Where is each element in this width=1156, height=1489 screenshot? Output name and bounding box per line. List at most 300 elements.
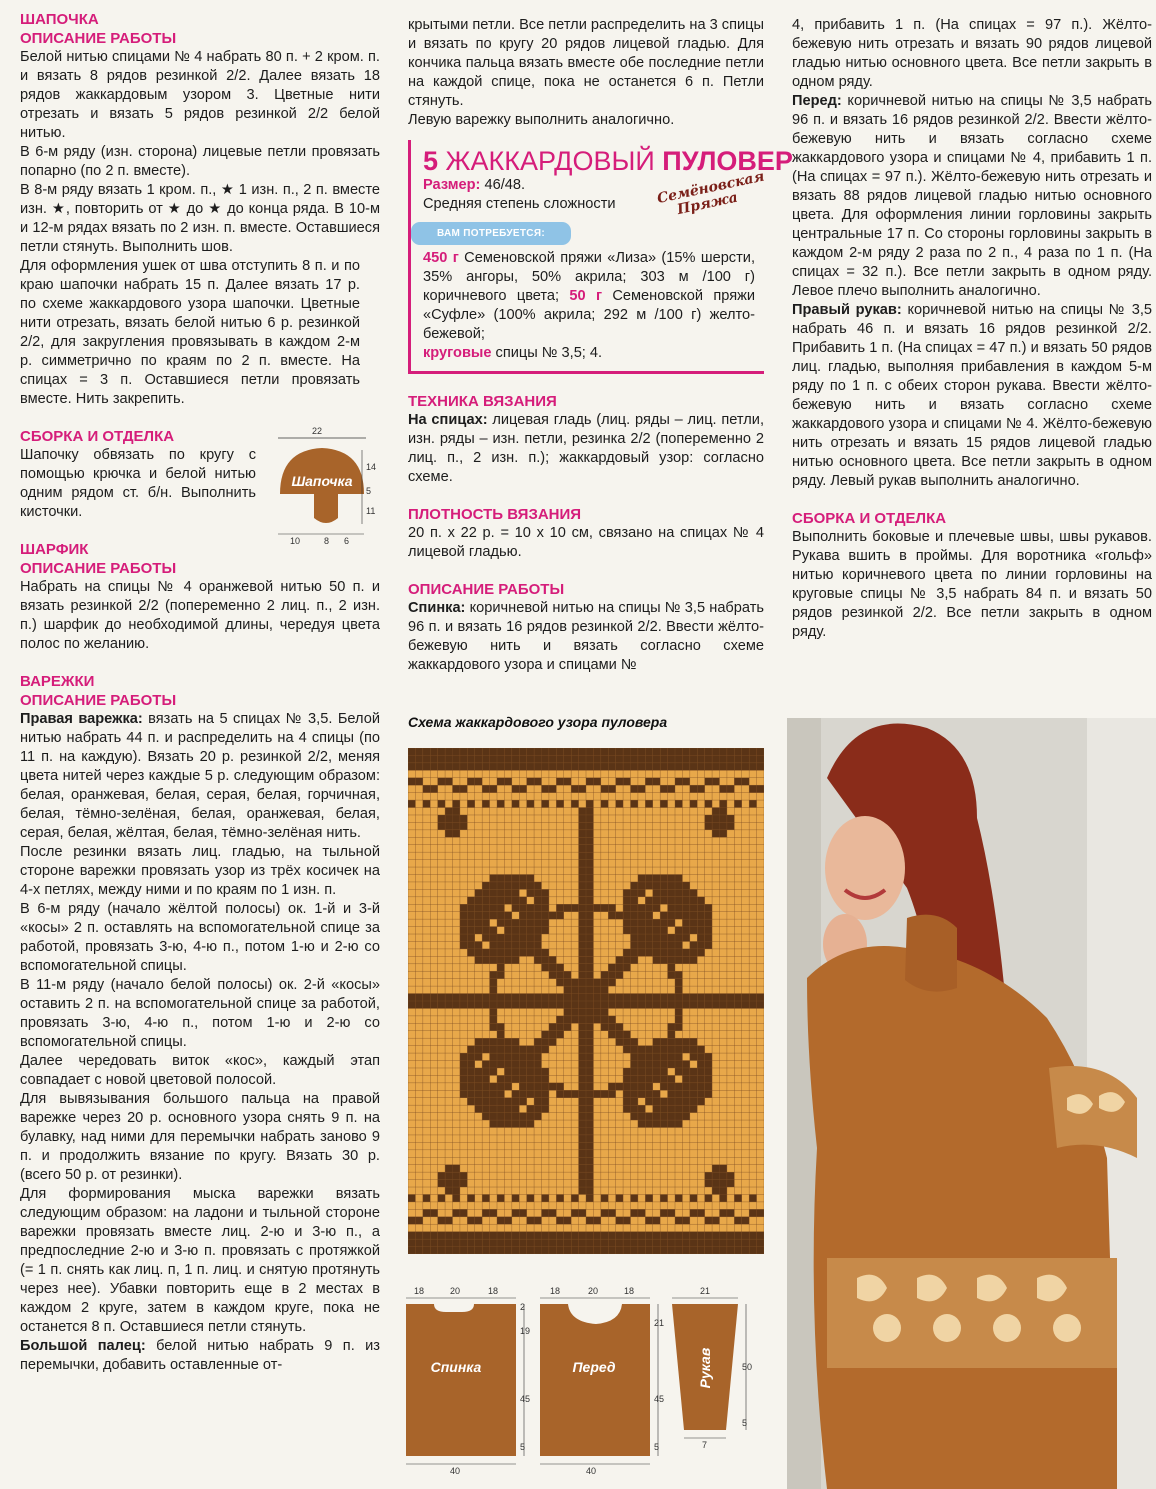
chart-stitch-dark [579,837,586,844]
hat-subtitle: ОПИСАНИЕ РАБОТЫ [20,30,177,47]
scarf-text: Набрать на спицы № 4 оранжевой нитью 50 п. и вязать резинкой 2/2 (попеременно 2 лиц. п., 2 изн. п.) шарфик до необходимой длины, чередуя цвета полос по желанию. [20,579,380,652]
chart-stitch-dark [668,994,675,1001]
chart-stitch-dark [527,1068,534,1075]
chart-stitch-dark [423,755,430,762]
chart-stitch-dark [660,1098,667,1105]
chart-stitch-dark [660,882,667,889]
chart-stitch-dark [512,882,519,889]
chart-stitch-dark [490,1090,497,1097]
chart-stitch-dark [423,1239,430,1246]
chart-stitch-dark [682,927,689,934]
chart-stitch-dark [682,912,689,919]
chart-stitch-dark [556,778,563,785]
chart-stitch-dark [697,1001,704,1008]
chart-stitch-dark [512,1001,519,1008]
chart-stitch-dark [504,1053,511,1060]
chart-stitch-dark [445,822,452,829]
chart-stitch-dark [631,1105,638,1112]
chart-stitch-dark [601,1232,608,1239]
chart-stitch-dark [490,979,497,986]
chart-stitch-dark [497,778,504,785]
chart-stitch-dark [534,912,541,919]
chart-stitch-dark [497,1098,504,1105]
chart-stitch-dark [549,971,556,978]
chart-stitch-dark [653,755,660,762]
chart-stitch-dark [586,1150,593,1157]
chart-stitch-dark [571,986,578,993]
chart-stitch-dark [734,763,741,770]
chart-stitch-dark [749,1239,756,1246]
chart-stitch-dark [697,1239,704,1246]
chart-stitch-dark [445,808,452,815]
chart-stitch-dark [675,1001,682,1008]
chart-stitch-dark [631,1083,638,1090]
chart-stitch-dark [660,889,667,896]
chart-stitch-dark [534,927,541,934]
chart-stitch-dark [638,889,645,896]
chart-stitch-dark [497,1194,504,1201]
chart-stitch-dark [504,934,511,941]
chart-stitch-dark [623,1247,630,1254]
chart-stitch-dark [675,1194,682,1201]
chart-stitch-dark [549,1083,556,1090]
chart-stitch-dark [623,889,630,896]
chart-stitch-dark [727,1232,734,1239]
chart-stitch-dark [579,852,586,859]
chart-stitch-dark [593,994,600,1001]
pullover-size-value: 46/48. [480,177,526,193]
chart-stitch-dark [638,1247,645,1254]
chart-stitch-dark [608,1239,615,1246]
chart-stitch-dark [631,1209,638,1216]
chart-stitch-dark [593,1239,600,1246]
chart-stitch-dark [690,956,697,963]
chart-stitch-dark [423,994,430,1001]
back-label: Спинка: [408,600,466,616]
chart-stitch-dark [497,1083,504,1090]
chart-stitch-dark [616,748,623,755]
chart-stitch-dark [467,1232,474,1239]
chart-stitch-dark [482,1194,489,1201]
front-label: Перед: [792,93,842,109]
hat-dim-b1: 10 [290,536,301,546]
chart-stitch-dark [623,956,630,963]
chart-stitch-dark [660,1038,667,1045]
chart-stitch-dark [519,1083,526,1090]
chart-stitch-dark [534,1083,541,1090]
chart-stitch-dark [586,949,593,956]
chart-stitch-dark [415,1232,422,1239]
chart-stitch-dark [631,800,638,807]
chart-stitch-dark [593,1090,600,1097]
chart-stitch-dark [579,875,586,882]
chart-stitch-dark [542,927,549,934]
chart-stitch-dark [690,785,697,792]
chart-stitch-dark [668,1046,675,1053]
chart-stitch-dark [564,1023,571,1030]
chart-stitch-dark [497,1031,504,1038]
chart-stitch-dark [579,1090,586,1097]
chart-stitch-dark [608,785,615,792]
chart-stitch-dark [697,1068,704,1075]
chart-stitch-dark [727,815,734,822]
chart-stitch-dark [668,755,675,762]
chart-stitch-dark [682,904,689,911]
chart-stitch-dark [645,875,652,882]
chart-stitch-dark [460,755,467,762]
hat-diagram [268,424,386,560]
chart-stitch-dark [571,994,578,1001]
chart-stitch-dark [668,1090,675,1097]
chart-stitch-dark [668,1001,675,1008]
chart-stitch-dark [549,1038,556,1045]
chart-stitch-dark [638,912,645,919]
chart-stitch-dark [460,941,467,948]
chart-stitch-dark [482,912,489,919]
chart-stitch-dark [660,1232,667,1239]
chart-stitch-dark [586,889,593,896]
chart-stitch-dark [556,971,563,978]
chart-stitch-dark [475,912,482,919]
chart-stitch-dark [534,1068,541,1075]
chart-stitch-dark [519,1090,526,1097]
chart-stitch-dark [682,1046,689,1053]
chart-stitch-dark [668,889,675,896]
chart-stitch-dark [705,1053,712,1060]
chart-stitch-dark [430,1232,437,1239]
chart-stitch-dark [608,1023,615,1030]
chart-stitch-dark [527,875,534,882]
chart-stitch-dark [556,1247,563,1254]
chart-stitch-dark [616,971,623,978]
hat-assembly-title: СБОРКА И ОТДЕЛКА [20,428,175,445]
chart-stitch-dark [682,1001,689,1008]
chart-stitch-dark [445,763,452,770]
chart-stitch-dark [467,1194,474,1201]
chart-stitch-dark [734,800,741,807]
chart-stitch-dark [453,1001,460,1008]
chart-stitch-dark [660,755,667,762]
chart-stitch-dark [697,941,704,948]
chart-stitch-dark [519,1232,526,1239]
chart-stitch-dark [690,1083,697,1090]
mittens-p4: В 11-м ряду (начало белой полосы) ок. 2-й «косы» оставить 2 п. на вспомогательной спице за работой, провязать 3-ю, 4-ю п., потом 1-ю и 2-ю со вспомогательной спицы. [20,977,380,1050]
chart-stitch-dark [734,994,741,1001]
chart-stitch-dark [423,748,430,755]
chart-stitch-dark [638,934,645,941]
chart-stitch-dark [690,1209,697,1216]
chart-stitch-dark [549,1209,556,1216]
chart-stitch-dark [453,1194,460,1201]
chart-stitch-dark [556,755,563,762]
chart-stitch-dark [512,1120,519,1127]
chart-stitch-dark [482,934,489,941]
chart-stitch-dark [653,1239,660,1246]
chart-stitch-dark [534,763,541,770]
chart-stitch-dark [705,1075,712,1082]
chart-stitch-dark [734,1217,741,1224]
chart-stitch-dark [631,1232,638,1239]
chart-stitch-dark [571,1209,578,1216]
chart-stitch-dark [675,1068,682,1075]
chart-stitch-dark [512,949,519,956]
chart-stitch-dark [415,763,422,770]
chart-stitch-dark [631,1046,638,1053]
chart-stitch-dark [519,1061,526,1068]
chart-stitch-dark [482,882,489,889]
chart-stitch-dark [586,1165,593,1172]
chart-stitch-dark [690,1001,697,1008]
chart-stitch-dark [586,912,593,919]
chart-stitch-dark [697,748,704,755]
chart-stitch-dark [490,1001,497,1008]
chart-stitch-dark [467,941,474,948]
chart-stitch-dark [675,971,682,978]
chart-stitch-dark [682,778,689,785]
chart-stitch-dark [542,1247,549,1254]
chart-stitch-dark [653,927,660,934]
chart-stitch-dark [645,1113,652,1120]
chart-stitch-dark [571,755,578,762]
chart-stitch-dark [720,763,727,770]
chart-stitch-dark [527,1001,534,1008]
chart-stitch-dark [734,1194,741,1201]
chart-stitch-dark [527,1090,534,1097]
chart-stitch-dark [586,815,593,822]
chart-stitch-dark [497,1232,504,1239]
dim-18a: 18 [414,1286,425,1296]
chart-stitch-dark [668,897,675,904]
chart-stitch-dark [734,755,741,762]
chart-stitch-dark [608,1209,615,1216]
chart-stitch-dark [682,1113,689,1120]
chart-stitch-dark [564,1232,571,1239]
model-photo-svg [787,718,1156,1489]
dim-45b: 45 [654,1394,665,1404]
column-right [792,16,1152,642]
chart-stitch-dark [579,1053,586,1060]
chart-stitch-dark [430,755,437,762]
chart-stitch-dark [482,748,489,755]
chart-stitch-dark [668,882,675,889]
chart-stitch-dark [527,912,534,919]
chart-stitch-dark [705,1172,712,1179]
chart-stitch-dark [690,927,697,934]
chart-stitch-dark [705,748,712,755]
chart-stitch-dark [460,1172,467,1179]
chart-stitch-dark [586,882,593,889]
chart-stitch-dark [623,748,630,755]
chart-stitch-dark [638,927,645,934]
chart-stitch-dark [504,1239,511,1246]
chart-stitch-dark [467,1083,474,1090]
chart-stitch-dark [519,1209,526,1216]
chart-stitch-dark [497,1053,504,1060]
chart-stitch-dark [438,1172,445,1179]
chart-stitch-dark [497,1061,504,1068]
chart-stitch-dark [623,1239,630,1246]
chart-stitch-dark [415,1001,422,1008]
chart-stitch-dark [682,934,689,941]
chart-stitch-dark [631,994,638,1001]
chart-stitch-dark [490,897,497,904]
chart-stitch-dark [586,845,593,852]
chart-stitch-dark [690,1053,697,1060]
chart-stitch-dark [542,1232,549,1239]
chart-stitch-dark [497,1217,504,1224]
chart-stitch-dark [682,763,689,770]
jacquard-chart [408,748,764,1254]
chart-stitch-dark [645,1068,652,1075]
chart-stitch-dark [564,986,571,993]
chart-stitch-dark [608,1031,615,1038]
chart-stitch-dark [645,941,652,948]
chart-stitch-dark [675,1061,682,1068]
chart-stitch-dark [490,755,497,762]
chart-stitch-dark [734,1001,741,1008]
chart-stitch-dark [579,815,586,822]
chart-stitch-dark [675,1008,682,1015]
chart-stitch-dark [660,1239,667,1246]
chart-stitch-dark [497,1105,504,1112]
chart-stitch-dark [460,763,467,770]
chart-stitch-dark [720,785,727,792]
chart-stitch-dark [475,927,482,934]
chart-stitch-dark [653,1075,660,1082]
chart-stitch-dark [571,1239,578,1246]
chart-stitch-dark [638,919,645,926]
chart-stitch-dark [757,994,764,1001]
pullover-assembly: Выполнить боковые и плечевые швы, швы рукавов. Рукава вшить в проймы. Для воротника «гольф» нитью коричневого цвета по линии горловины на круговые спицы № 3,5 набрать 84 п. и вязать 50 рядов резинкой 2/2. Все петли закрыть в одном ряду. [792,529,1152,640]
chart-stitch-dark [616,755,623,762]
chart-stitch-dark [623,949,630,956]
chart-stitch-dark [675,748,682,755]
chart-stitch-dark [727,1209,734,1216]
dim-40a: 40 [450,1466,461,1476]
chart-stitch-dark [720,822,727,829]
chart-stitch-dark [608,979,615,986]
chart-stitch-dark [512,927,519,934]
chart-stitch-dark [712,830,719,837]
chart-stitch-dark [579,912,586,919]
chart-stitch-dark [579,964,586,971]
chart-stitch-dark [586,808,593,815]
chart-stitch-dark [579,986,586,993]
chart-stitch-dark [645,904,652,911]
chart-stitch-dark [571,785,578,792]
chart-stitch-dark [653,1090,660,1097]
chart-stitch-dark [697,994,704,1001]
chart-stitch-dark [497,971,504,978]
chart-stitch-dark [645,1046,652,1053]
dim-18c: 18 [550,1286,561,1296]
chart-stitch-dark [616,1247,623,1254]
chart-stitch-dark [749,800,756,807]
chart-stitch-dark [453,1165,460,1172]
chart-stitch-dark [542,919,549,926]
chart-stitch-dark [749,1001,756,1008]
chart-stitch-dark [593,904,600,911]
chart-stitch-dark [645,882,652,889]
chart-stitch-dark [512,1038,519,1045]
chart-stitch-dark [682,919,689,926]
chart-stitch-dark [579,1180,586,1187]
sleeve-label: Правый рукав: [792,302,902,318]
chart-stitch-dark [475,941,482,948]
chart-stitch-dark [504,1038,511,1045]
chart-stitch-dark [497,956,504,963]
pullover-difficulty: Средняя степень сложности [423,196,616,212]
mittens-right-label: Правая варежка: [20,711,143,727]
chart-stitch-dark [579,889,586,896]
chart-stitch-dark [453,822,460,829]
chart-stitch-dark [705,927,712,934]
chart-stitch-dark [475,748,482,755]
chart-stitch-dark [579,1008,586,1015]
back-piece-label: Спинка [430,1359,482,1375]
chart-stitch-dark [623,1083,630,1090]
sleeve-piece-label: Рукав [697,1347,713,1389]
chart-stitch-dark [608,1016,615,1023]
chart-stitch-dark [445,748,452,755]
chart-stitch-dark [438,1194,445,1201]
chart-stitch-dark [601,904,608,911]
chart-stitch-dark [453,808,460,815]
chart-stitch-dark [490,875,497,882]
chart-stitch-dark [608,763,615,770]
chart-stitch-dark [460,1001,467,1008]
chart-stitch-dark [579,1105,586,1112]
chart-stitch-dark [549,755,556,762]
chart-stitch-dark [660,1083,667,1090]
mittens-p7: Для формирования мыска варежки вязать следующим образом: на ладони и тыльной стороне варежки провязать вместе лиц. 2-ю и 3-ю п., а предпоследние 2-ю и 3-ю п. провязать с протяжкой (= 1 п. снять как лиц. п, 1 п. лиц. и снятую протянуть через нее). Убавки повторить еще в 2 местах в каждом 2 круге, затем в каждом круге, пока не останется 8 п. Оставшиеся петли стянуть. [20,1186,380,1335]
chart-stitch-dark [512,1105,519,1112]
chart-stitch-dark [490,1105,497,1112]
chart-stitch-dark [734,1232,741,1239]
chart-stitch-dark [675,1105,682,1112]
sleeve-body: коричневой нитью на спицы № 3,5 набрать 46 п. и вязать 16 рядов резинкой 2/2. Прибавить 1 п. (На спицах = 47 п.) и вязать 50 рядов лиц. гладью, выполняя прибавления в каждом 5-м ряду по 1 п. с обеих сторон рукава. Ввести жёлто-бежевую нить и вязать согласно схеме жаккардового узора и спицами № 4. Жёлто-бежевую нить отрезать и вязать 15 рядов лицевой гладью нитью основного цвета. Все петли закрыть в одном ряду. Левый рукав выполнить аналогично. [792,302,1152,489]
chart-stitch-dark [586,1194,593,1201]
chart-stitch-dark [490,1083,497,1090]
chart-stitch-dark [660,785,667,792]
chart-stitch-dark [668,1239,675,1246]
chart-stitch-dark [460,815,467,822]
chart-stitch-dark [467,763,474,770]
chart-stitch-dark [601,986,608,993]
chart-stitch-dark [519,755,526,762]
chart-stitch-dark [504,1105,511,1112]
chart-stitch-dark [749,994,756,1001]
chart-stitch-dark [608,1090,615,1097]
chart-stitch-dark [527,1046,534,1053]
hat-p4: Для оформления ушек от шва отступить 8 п. и по краю шапочки набрать 15 п. Далее вязать 17 р. по схеме жаккардового узора шапочки. Цветные нити отрезать, вязать белой нитью 6 р. резинкой 2/2, для закругления провязывать в каждом 2-м р. симметрично по краям по 2 п. вместе. На спицах = 3 п. Оставшиеся петли провязать вместе. Нить закрепить. [20,258,360,407]
chart-stitch-dark [519,934,526,941]
dim-45a: 45 [520,1394,531,1404]
chart-stitch-dark [660,1247,667,1254]
chart-stitch-dark [653,897,660,904]
chart-stitch-dark [534,956,541,963]
chart-stitch-dark [475,1001,482,1008]
chart-stitch-dark [675,1016,682,1023]
chart-stitch-dark [720,1209,727,1216]
chart-stitch-dark [519,1247,526,1254]
chart-stitch-dark [601,755,608,762]
chart-stitch-dark [542,1046,549,1053]
chart-stitch-dark [586,904,593,911]
chart-stitch-dark [504,1098,511,1105]
chart-stitch-dark [705,763,712,770]
chart-stitch-dark [749,785,756,792]
